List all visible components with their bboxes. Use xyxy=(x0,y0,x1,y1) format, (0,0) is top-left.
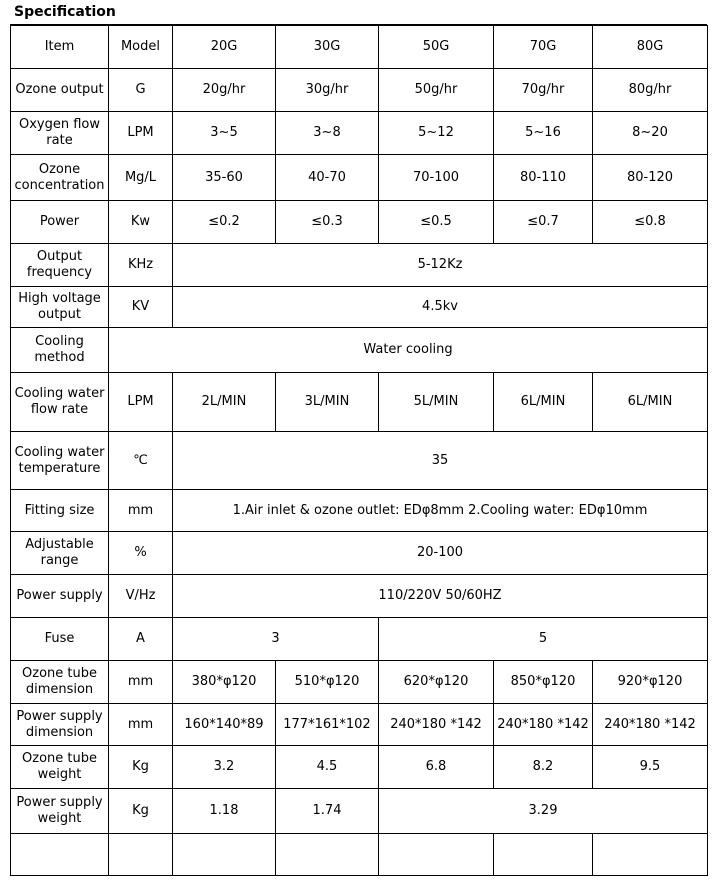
table-cell: 3.29 xyxy=(379,789,708,834)
table-row xyxy=(11,432,708,490)
table-cell: 177*161*102 xyxy=(276,704,379,746)
table-cell: 1.74 xyxy=(276,789,379,834)
table-cell: 240*180 *142 xyxy=(494,704,593,746)
table-cell: 2L/MIN xyxy=(173,373,276,432)
table-row xyxy=(11,789,708,834)
table-row xyxy=(11,746,708,789)
row-unit: G xyxy=(109,69,173,112)
row-label: Adjustable range xyxy=(11,532,109,575)
row-unit: KHz xyxy=(109,244,173,287)
header-model-20g: 20G xyxy=(173,26,276,69)
table-cell: 30g/hr xyxy=(276,69,379,112)
empty-cell xyxy=(494,834,593,876)
empty-cell xyxy=(276,834,379,876)
table-cell: 3~5 xyxy=(173,112,276,155)
row-label: Power supply xyxy=(11,575,109,618)
row-unit: Kw xyxy=(109,201,173,244)
header-model-30g: 30G xyxy=(276,26,379,69)
row-unit: Kg xyxy=(109,789,173,834)
table-cell: 5~12 xyxy=(379,112,494,155)
table-cell: 4.5kv xyxy=(173,287,708,328)
table-cell: 620*φ120 xyxy=(379,661,494,704)
table-cell: 1.18 xyxy=(173,789,276,834)
header-model: Model xyxy=(109,26,173,69)
table-cell: 20g/hr xyxy=(173,69,276,112)
table-cell: 6L/MIN xyxy=(494,373,593,432)
row-label: Cooling method xyxy=(11,328,109,373)
table-cell: 50g/hr xyxy=(379,69,494,112)
row-label: Oxygen flow rate xyxy=(11,112,109,155)
empty-row xyxy=(11,834,708,876)
row-unit: mm xyxy=(109,704,173,746)
row-unit: LPM xyxy=(109,373,173,432)
table-cell: 240*180 *142 xyxy=(379,704,494,746)
table-cell: 3 xyxy=(173,618,379,661)
header-row xyxy=(11,26,708,69)
row-label: Ozone tube weight xyxy=(11,746,109,789)
row-label: Ozone concentration xyxy=(11,155,109,201)
row-unit: Mg/L xyxy=(109,155,173,201)
row-label: Cooling water temperature xyxy=(11,432,109,490)
table-row xyxy=(11,490,708,532)
row-unit: KV xyxy=(109,287,173,328)
table-cell: 6L/MIN xyxy=(593,373,708,432)
header-model-80g: 80G xyxy=(593,26,708,69)
table-cell: 3~8 xyxy=(276,112,379,155)
header-item: Item xyxy=(11,26,109,69)
table-row xyxy=(11,532,708,575)
table-cell: Water cooling xyxy=(109,328,708,373)
table-cell: 3L/MIN xyxy=(276,373,379,432)
table-cell: 240*180 *142 xyxy=(593,704,708,746)
row-unit: Kg xyxy=(109,746,173,789)
row-label: Cooling water flow rate xyxy=(11,373,109,432)
table-cell: 3.2 xyxy=(173,746,276,789)
table-row xyxy=(11,704,708,746)
table-cell: ≤0.5 xyxy=(379,201,494,244)
table-cell: 6.8 xyxy=(379,746,494,789)
row-unit: mm xyxy=(109,490,173,532)
table-cell: 380*φ120 xyxy=(173,661,276,704)
table-cell: ≤0.7 xyxy=(494,201,593,244)
table-cell: 20-100 xyxy=(173,532,708,575)
table-row xyxy=(11,201,708,244)
table-cell: 920*φ120 xyxy=(593,661,708,704)
row-unit: V/Hz xyxy=(109,575,173,618)
table-cell: ≤0.8 xyxy=(593,201,708,244)
row-label: Power supply weight xyxy=(11,789,109,834)
specification-table xyxy=(10,25,708,876)
header-model-70g: 70G xyxy=(494,26,593,69)
table-row xyxy=(11,69,708,112)
header-model-50g: 50G xyxy=(379,26,494,69)
table-cell: 80-120 xyxy=(593,155,708,201)
empty-cell xyxy=(379,834,494,876)
row-label: Power supply dimension xyxy=(11,704,109,746)
row-unit: mm xyxy=(109,661,173,704)
table-cell: 510*φ120 xyxy=(276,661,379,704)
table-cell: 4.5 xyxy=(276,746,379,789)
table-cell: 40-70 xyxy=(276,155,379,201)
row-unit: LPM xyxy=(109,112,173,155)
row-unit: A xyxy=(109,618,173,661)
table-cell: 5 xyxy=(379,618,708,661)
row-label: Fuse xyxy=(11,618,109,661)
table-cell: 80g/hr xyxy=(593,69,708,112)
row-unit: % xyxy=(109,532,173,575)
table-cell: 35 xyxy=(173,432,708,490)
table-cell: 110/220V 50/60HZ xyxy=(173,575,708,618)
table-cell: 5-12Kz xyxy=(173,244,708,287)
row-label: Ozone tube dimension xyxy=(11,661,109,704)
table-row xyxy=(11,661,708,704)
empty-cell xyxy=(109,834,173,876)
table-cell: 70g/hr xyxy=(494,69,593,112)
table-cell: 5~16 xyxy=(494,112,593,155)
table-cell: 8.2 xyxy=(494,746,593,789)
empty-cell xyxy=(11,834,109,876)
row-label: Power xyxy=(11,201,109,244)
table-row xyxy=(11,373,708,432)
table-cell: 35-60 xyxy=(173,155,276,201)
table-cell: ≤0.3 xyxy=(276,201,379,244)
table-cell: 5L/MIN xyxy=(379,373,494,432)
table-cell: 80-110 xyxy=(494,155,593,201)
table-cell: 70-100 xyxy=(379,155,494,201)
row-label: High voltage output xyxy=(11,287,109,328)
table-row xyxy=(11,155,708,201)
table-cell: 850*φ120 xyxy=(494,661,593,704)
table-cell: 9.5 xyxy=(593,746,708,789)
row-unit: ℃ xyxy=(109,432,173,490)
row-label: Fitting size xyxy=(11,490,109,532)
table-cell: 1.Air inlet & ozone outlet: EDφ8mm 2.Cooling water: EDφ10mm xyxy=(173,490,708,532)
row-label: Ozone output xyxy=(11,69,109,112)
table-row xyxy=(11,244,708,287)
table-cell: 160*140*89 xyxy=(173,704,276,746)
empty-cell xyxy=(593,834,708,876)
table-row xyxy=(11,575,708,618)
page-title: Specification xyxy=(14,4,116,20)
empty-cell xyxy=(173,834,276,876)
table-cell: ≤0.2 xyxy=(173,201,276,244)
table-row xyxy=(11,112,708,155)
row-label: Output frequency xyxy=(11,244,109,287)
table-row xyxy=(11,287,708,328)
table-row xyxy=(11,618,708,661)
table-cell: 8~20 xyxy=(593,112,708,155)
table-row xyxy=(11,328,708,373)
